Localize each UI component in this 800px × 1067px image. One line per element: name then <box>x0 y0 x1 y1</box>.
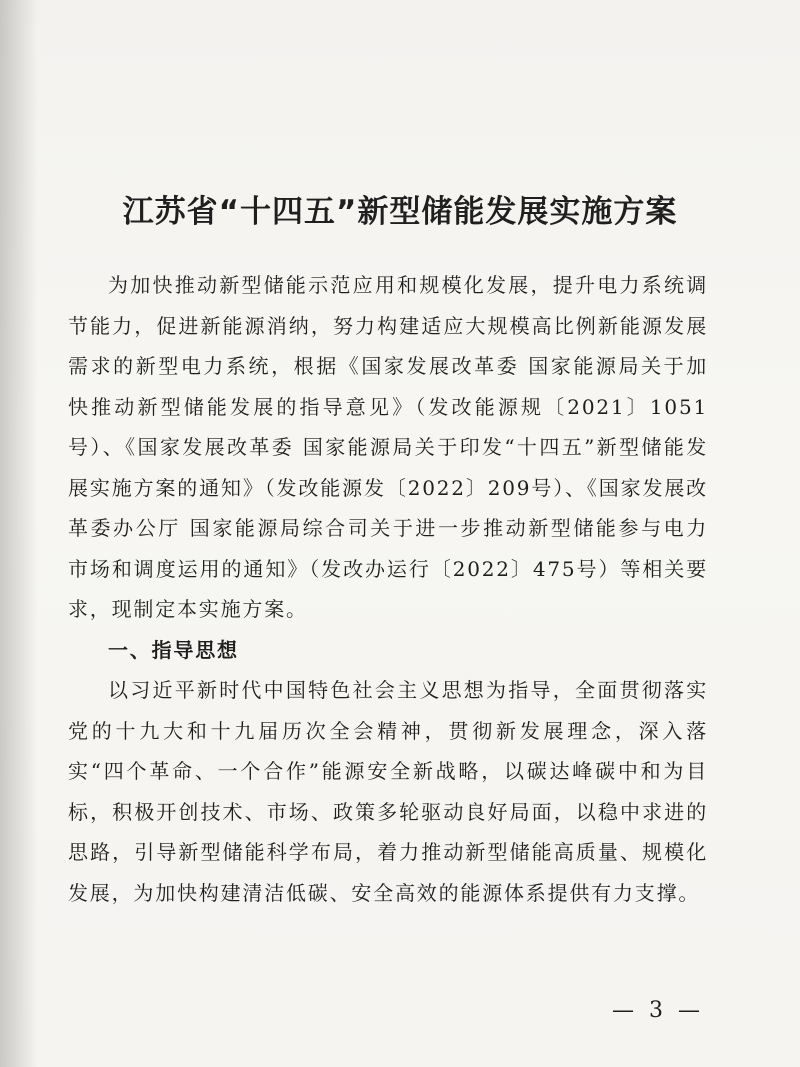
intro-paragraph: 为加快推动新型储能示范应用和规模化发展，提升电力系统调节能力，促进新能源消纳，努力构建适应大规模高比例新能源发展需求的新型电力系统，根据《国家发展改革委 国家能源局关于加快推动新型储能发展的指导意见》（发改能源规〔2021〕1051号）、《国家发展改革委 国家能源局关于印发“十四五”新型储能发展实施方案的通知》（发改能源发〔2022〕209号）、《国家发展改革委办公厅 国家能源局综合司关于进一步推动新型储能参与电力市场和调度运用的通知》（发改办运行〔2022〕475号）等相关要求，现制定本实施方案。 <box>68 273 708 621</box>
section-paragraph-guiding-ideology: 以习近平新时代中国特色社会主义思想为指导，全面贯彻落实党的十九大和十九届历次全会精神，贯彻新发展理念，深入落实“四个革命、一个合作”能源安全新战略，以碳达峰碳中和为目标，积极开创技术、市场、政策多轮驱动良好局面，以稳中求进的思路，引导新型储能科学布局，着力推动新型储能高质量、规模化发展，为加快构建清洁低碳、安全高效的能源体系提供有力支撑。 <box>68 678 708 905</box>
document-body <box>68 265 708 913</box>
page-number: — 3 — <box>612 998 704 1023</box>
document-title: 江苏省“十四五”新型储能发展实施方案 <box>122 194 678 230</box>
section-heading-guiding-ideology: 一、指导思想 <box>108 637 239 662</box>
